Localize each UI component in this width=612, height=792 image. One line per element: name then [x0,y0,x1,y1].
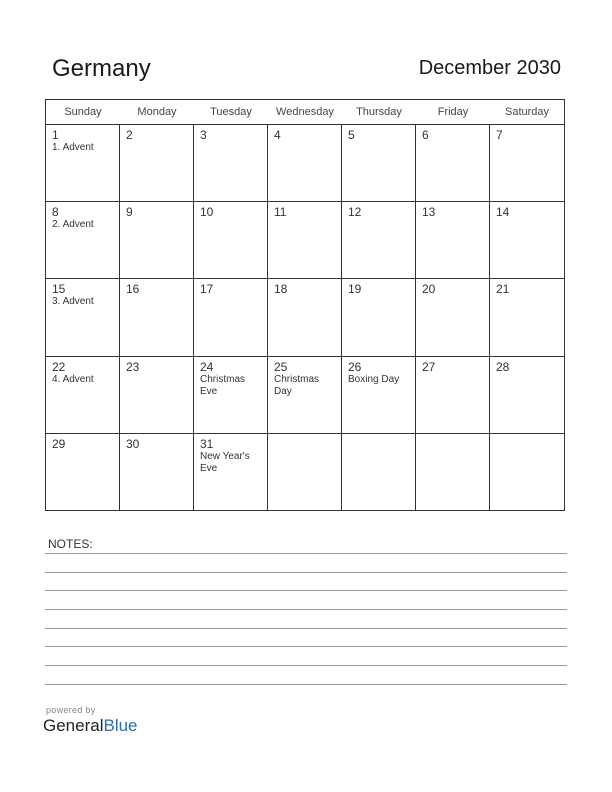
notes-line [45,553,567,554]
day-number: 23 [126,359,140,374]
month-title: December 2030 [418,57,561,79]
holiday-label: Eve [200,385,218,397]
notes-line [45,646,567,647]
day-number: 14 [496,205,510,220]
day-cell [120,125,194,202]
day-cell [46,279,120,356]
calendar-grid [45,99,565,511]
weekday-friday: Friday [437,106,469,118]
day-cell [194,202,268,279]
day-number: 6 [422,128,429,142]
day-cell [46,434,120,511]
day-cell [194,125,268,202]
day-cell [46,125,120,202]
holiday-label: 1. Advent [52,142,94,153]
day-cell [194,434,268,511]
notes-line [45,684,567,685]
day-cell [268,279,342,356]
notes-line [45,628,567,629]
brand-name-blue: Blue [103,716,138,735]
day-number: 26 [348,359,362,374]
day-number: 30 [126,436,140,451]
day-number: 29 [52,436,66,451]
day-cell [120,357,194,434]
powered-by-text: powered by [46,705,96,715]
day-cell [416,202,490,279]
notes-line [45,572,567,573]
day-number: 28 [496,359,510,374]
weekday-header [46,100,564,125]
day-cell [490,279,564,356]
weekday-thursday: Thursday [356,106,402,118]
country-title: Germany [52,55,151,82]
day-cell [268,125,342,202]
holiday-label: Christmas [200,373,246,385]
holiday-label: Eve [200,462,218,474]
day-cell [120,434,194,511]
day-cell [342,202,416,279]
day-number: 10 [200,205,214,220]
day-number: 18 [274,282,288,297]
notes-line [45,665,567,666]
day-cell [490,434,564,511]
holiday-label: 2. Advent [52,219,94,231]
brand-logo [43,716,138,736]
day-number: 21 [496,282,510,297]
day-cell [268,202,342,279]
weekday-sunday: Sunday [64,106,102,118]
day-number: 17 [200,282,214,297]
day-cell [416,125,490,202]
day-cell [342,357,416,434]
day-number: 4 [274,128,281,142]
day-number: 1 [52,128,59,142]
day-cell [490,125,564,202]
day-cell [194,357,268,434]
holiday-label: Day [274,385,292,397]
day-number: 8 [52,205,59,220]
day-cell [268,357,342,434]
weekday-saturday: Saturday [504,106,550,118]
day-cell [46,357,120,434]
day-number: 27 [422,359,436,374]
calendar-weeks [46,125,564,511]
brand-name-general: General [43,716,104,735]
weekday-monday: Monday [137,106,177,118]
holiday-label: Christmas [274,373,320,385]
notes-line [45,590,567,591]
day-cell [194,279,268,356]
day-number: 2 [126,128,133,142]
day-cell [416,357,490,434]
day-number: 11 [274,205,287,220]
holiday-label: Boxing Day [348,373,400,385]
day-number: 25 [274,359,288,374]
notes-label: NOTES: [48,537,93,551]
day-number: 5 [348,128,355,142]
holiday-label: New Year's [200,450,250,462]
holiday-label: 4. Advent [52,373,94,385]
day-cell [416,434,490,511]
day-cell [490,202,564,279]
day-number: 16 [126,282,140,297]
notes-line [45,609,567,610]
day-number: 9 [126,205,133,220]
day-cell [490,357,564,434]
weekday-wednesday: Wednesday [276,106,334,118]
day-cell [46,202,120,279]
day-cell [342,434,416,511]
day-number: 13 [422,205,436,220]
day-cell [342,279,416,356]
holiday-label: 3. Advent [52,296,94,308]
day-number: 7 [496,128,503,142]
day-number: 3 [200,128,207,142]
day-number: 31 [200,436,214,451]
day-cell [342,125,416,202]
day-cell [120,202,194,279]
day-cell [268,434,342,511]
day-number: 15 [52,282,66,297]
day-number: 24 [200,359,214,374]
day-number: 19 [348,282,362,297]
weekday-tuesday: Tuesday [210,106,252,118]
day-cell [416,279,490,356]
day-number: 12 [348,205,362,220]
day-number: 20 [422,282,436,297]
day-cell [120,279,194,356]
day-number: 22 [52,359,66,374]
